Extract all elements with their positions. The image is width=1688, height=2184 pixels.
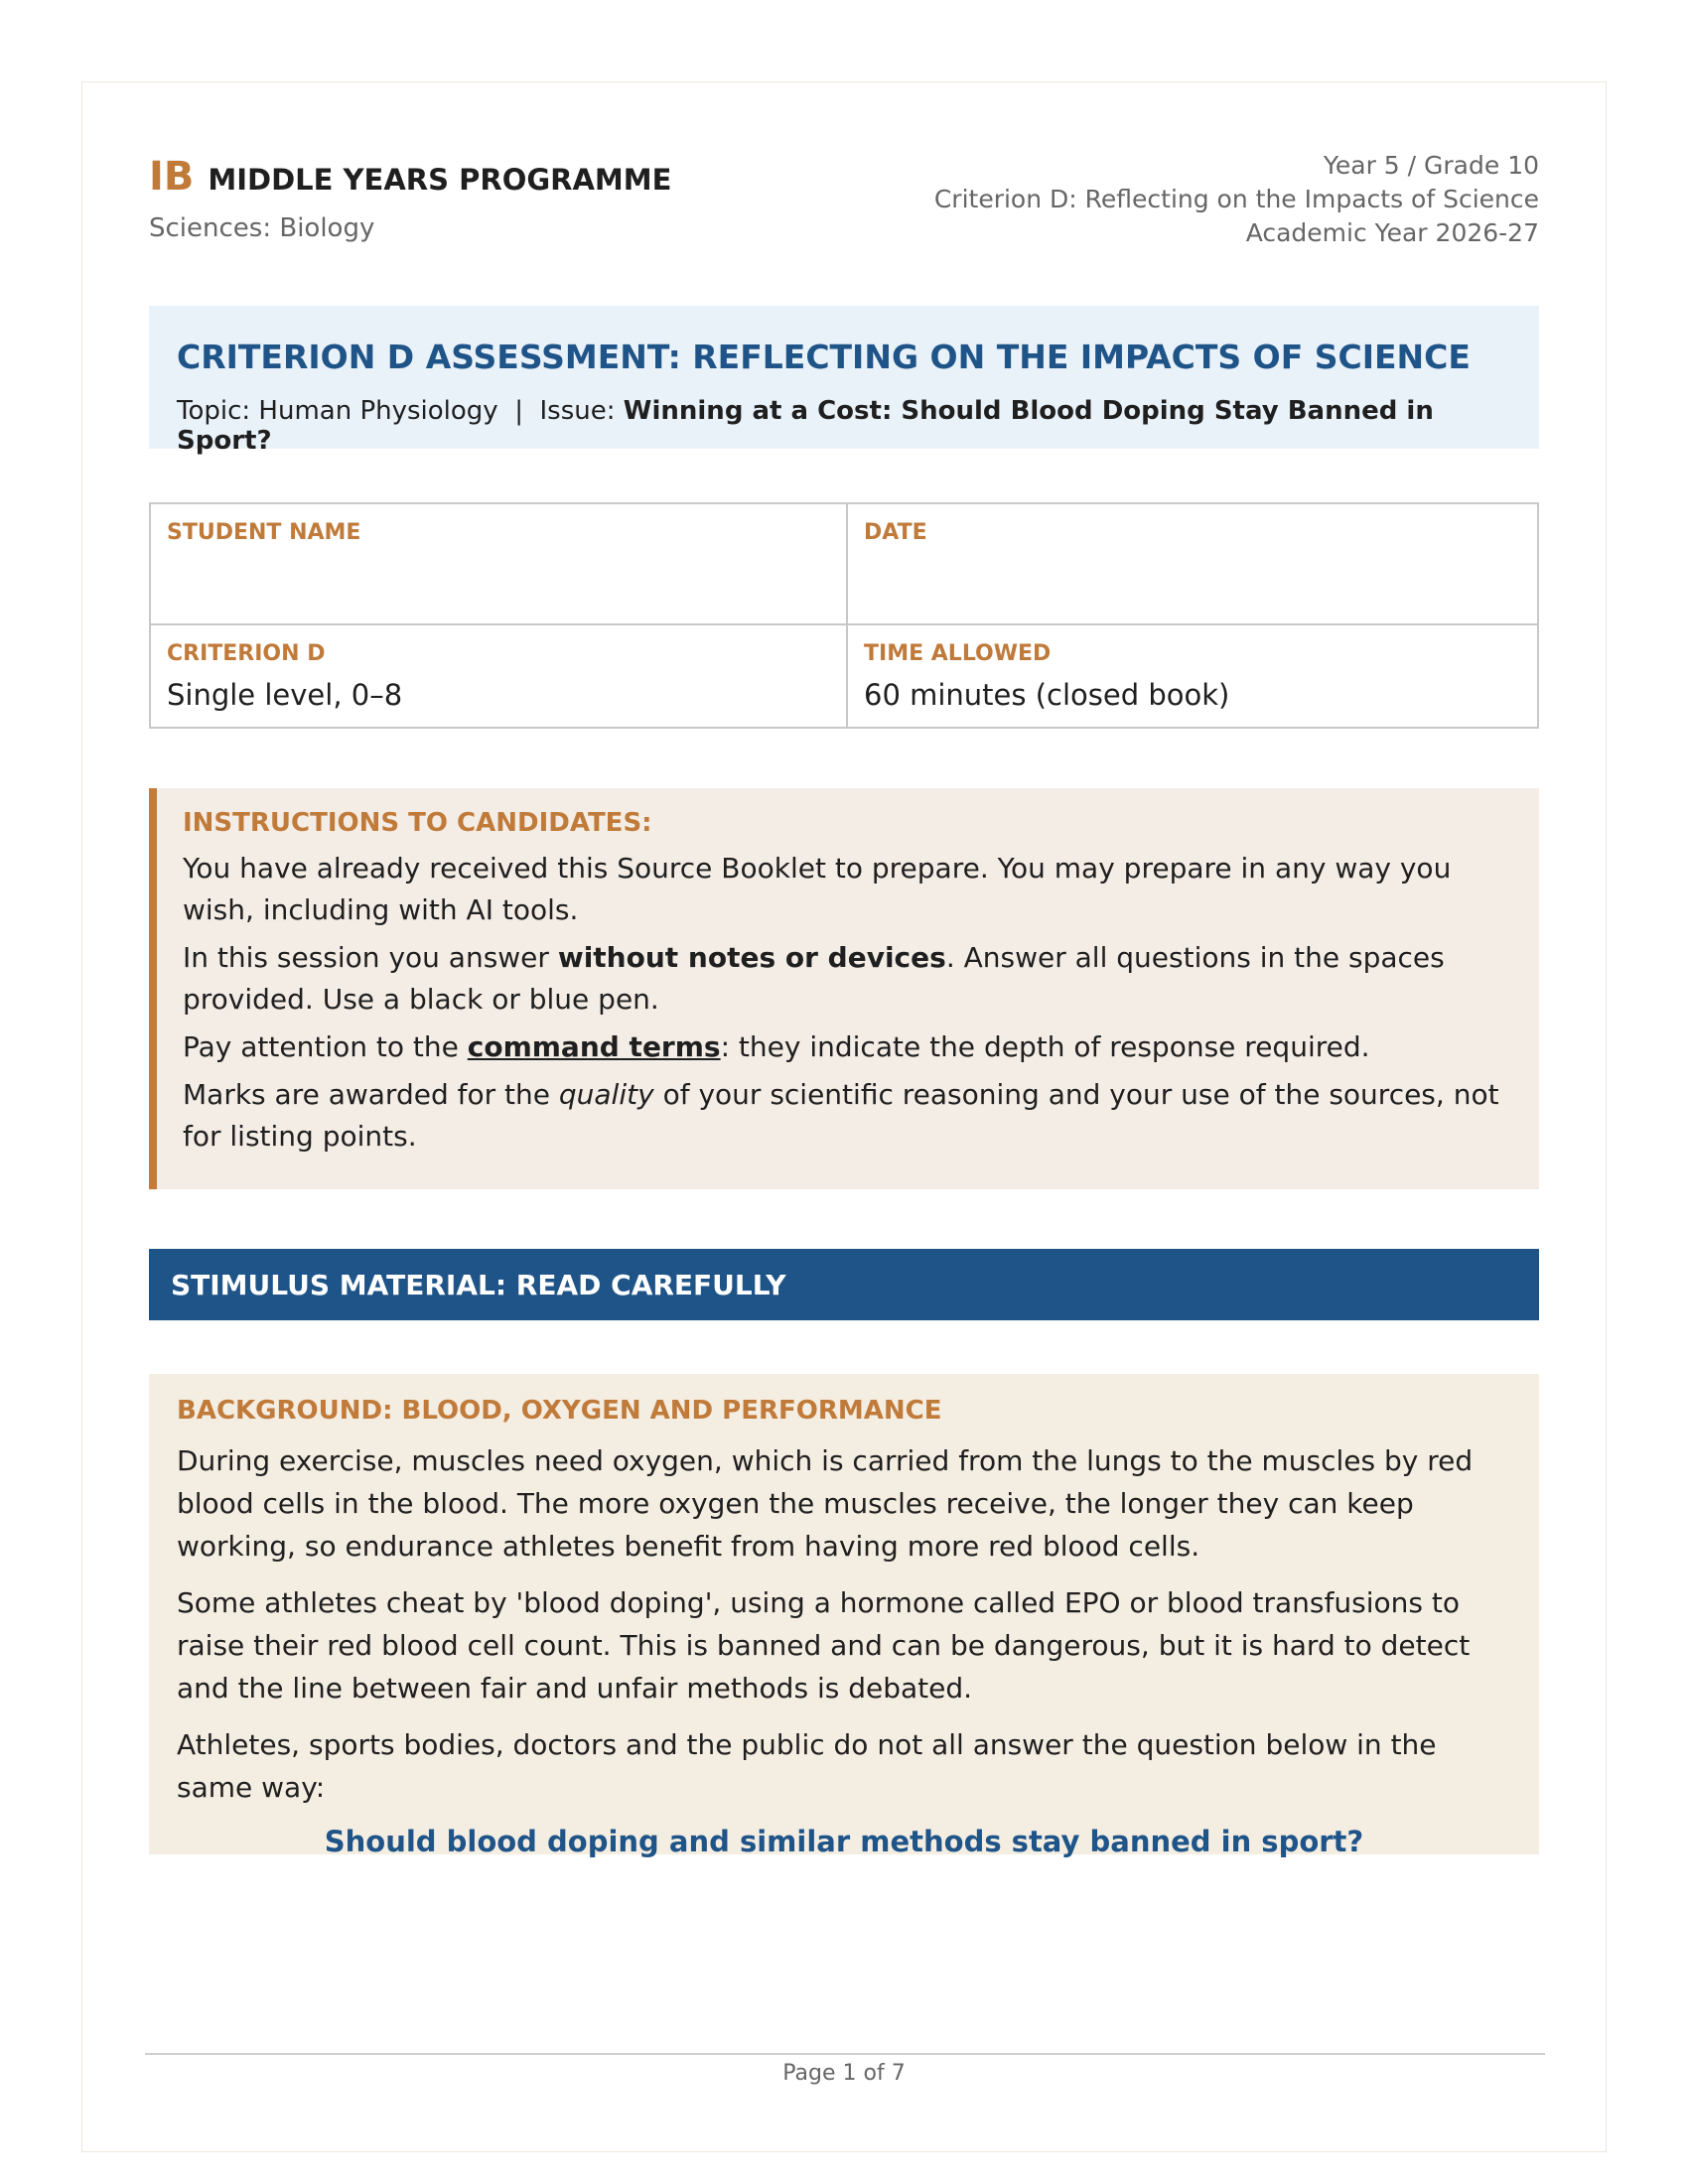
instruction-4 xyxy=(183,1074,1515,1158)
instruction-1: You have already received this Source Booklet to prepare. You may prepare in any way you wish, including with AI tools. xyxy=(183,852,1452,926)
footer-rule xyxy=(145,2053,1545,2055)
stimulus-header-bar xyxy=(149,1249,1539,1320)
student-info-table xyxy=(149,502,1539,729)
subject-line: Sciences: Biology xyxy=(149,213,375,243)
instruction-2 xyxy=(183,937,1515,1021)
background-paragraph-3: Athletes, sports bodies, doctors and the public do not all answer the question below in the same way: xyxy=(177,1728,1437,1804)
time-cell xyxy=(846,625,1537,728)
background-paragraph-1: During exercise, muscles need oxygen, which is carried from the lungs to the muscles by red blood cells in the blood. The more oxygen the muscles receive, the longer they can keep working, so endurance athletes benefit from having more red blood cells. xyxy=(177,1444,1474,1563)
criterion-value: Single level, 0–8 xyxy=(167,678,403,712)
time-label: TIME ALLOWED xyxy=(864,641,1052,666)
instruction-2-c: . Answer all questions in the spaces provided. Use a black or blue pen. xyxy=(183,941,1445,1016)
header-left xyxy=(149,154,671,243)
student-name-label: STUDENT NAME xyxy=(167,520,361,545)
quality-emphasis: quality xyxy=(558,1078,654,1111)
brand xyxy=(149,154,671,200)
background-paragraph-2: Some athletes cheat by 'blood doping', using a hormone called EPO or blood transfusions to raise their red blood cell count. This is banned and can be dangerous, but it is hard to detect and the line between fair and unfair methods is debated. xyxy=(177,1586,1471,1705)
instruction-2-bold: without notes or devices xyxy=(557,941,946,974)
time-value: 60 minutes (closed book) xyxy=(864,678,1230,712)
instruction-2-a: In this session you answer xyxy=(183,941,558,974)
ib-logo-text: IB xyxy=(149,154,195,200)
topic-line xyxy=(177,396,1511,456)
topic-prefix: Topic: Human Physiology | Issue: xyxy=(177,396,624,426)
background-box xyxy=(149,1374,1539,1858)
date-label: DATE xyxy=(864,520,927,545)
year-grade: Year 5 / Grade 10 xyxy=(1323,151,1539,180)
issue-title: Winning at a Cost: Should Blood Doping Stay Banned in Sport? xyxy=(177,396,1434,456)
title-band xyxy=(149,306,1539,456)
instructions-box xyxy=(149,788,1539,1189)
page-number: Page 1 of 7 xyxy=(782,2061,906,2086)
instruction-4-c: of your scientific reasoning and your use of the sources, not for listing points. xyxy=(183,1078,1499,1153)
background-label: BACKGROUND: BLOOD, OXYGEN AND PERFORMANCE xyxy=(177,1396,942,1426)
instructions-label: INSTRUCTIONS TO CANDIDATES: xyxy=(183,808,652,838)
instruction-3 xyxy=(183,1026,1515,1068)
criterion-label: CRITERION D xyxy=(167,641,326,666)
academic-year: Academic Year 2026-27 xyxy=(1245,218,1539,247)
criterion-cell xyxy=(151,625,846,728)
instruction-3-a: Pay attention to the xyxy=(183,1030,468,1063)
assessment-title: CRITERION D ASSESSMENT: REFLECTING ON THE IMPACTS OF SCIENCE xyxy=(177,338,1471,376)
header-right xyxy=(934,149,1539,250)
command-terms-emphasis: command terms xyxy=(467,1030,721,1063)
instruction-3-c: : they indicate the depth of response required. xyxy=(720,1030,1370,1063)
programme-name: MIDDLE YEARS PROGRAMME xyxy=(208,163,672,197)
instruction-4-a: Marks are awarded for the xyxy=(183,1078,559,1111)
student-name-cell[interactable] xyxy=(151,504,846,625)
central-question: Should blood doping and similar methods stay banned in sport? xyxy=(324,1825,1364,1858)
criterion-line: Criterion D: Reflecting on the Impacts of Science xyxy=(933,185,1539,213)
stimulus-label: STIMULUS MATERIAL: READ CAREFULLY xyxy=(171,1268,786,1301)
date-cell[interactable] xyxy=(846,504,1537,625)
